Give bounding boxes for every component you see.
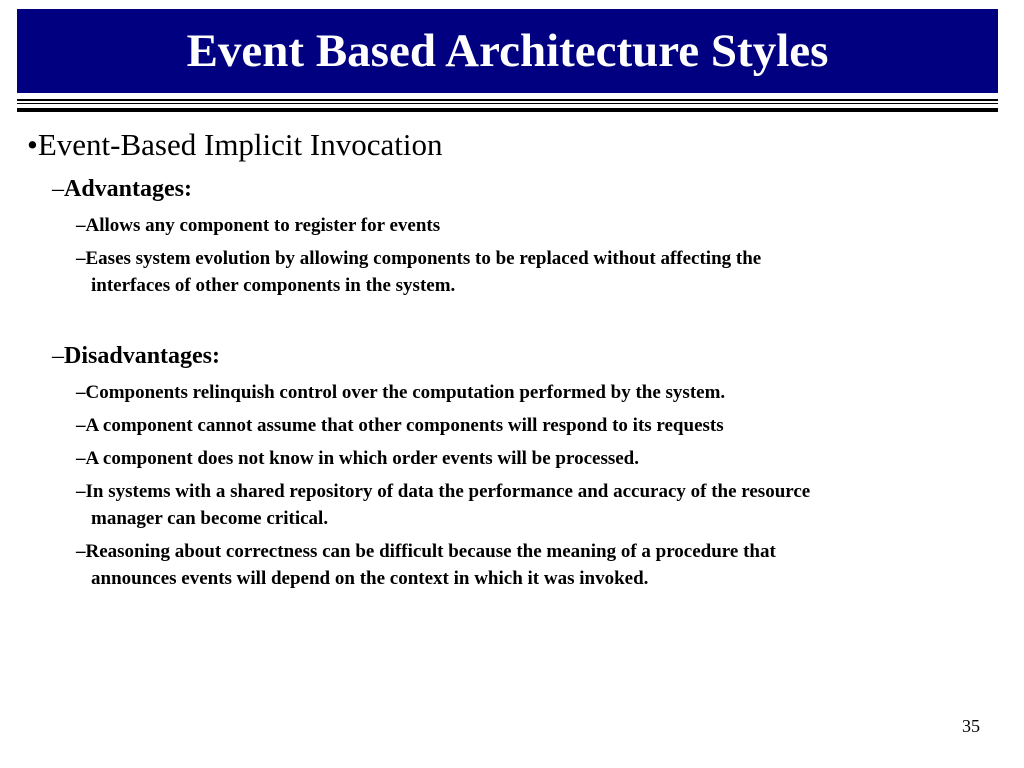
- topic-text: Event-Based Implicit Invocation: [37, 127, 443, 162]
- disadvantage-text: In systems with a shared repository of data the performance and accuracy of the resource: [85, 481, 811, 502]
- dash-icon: –: [76, 382, 86, 403]
- disadvantage-text: A component does not know in which order events will be processed.: [85, 448, 639, 469]
- advantage-text: Eases system evolution by allowing components to be replaced without affecting the: [85, 248, 762, 269]
- disadvantage-text: A component cannot assume that other components will respond to its requests: [85, 415, 724, 436]
- advantage-item: [76, 248, 761, 270]
- disadvantage-text-continued: announces events will depend on the context in which it was invoked.: [91, 568, 649, 589]
- page-number: 35: [962, 716, 980, 736]
- slide-title: Event Based Architecture Styles: [186, 25, 829, 77]
- dash-icon: –: [76, 481, 86, 502]
- dash-icon: –: [76, 541, 86, 562]
- disadvantage-text: Components relinquish control over the computation performed by the system.: [85, 382, 726, 403]
- advantage-item: [76, 215, 440, 237]
- dash-icon: –: [52, 343, 64, 369]
- advantage-text-continued: interfaces of other components in the system.: [91, 275, 456, 296]
- disadvantage-item: [76, 481, 810, 503]
- bullet-icon: •: [27, 127, 38, 162]
- disadvantage-item: [76, 415, 724, 437]
- advantages-heading: Advantages:: [64, 176, 193, 202]
- disadvantage-item: [76, 541, 776, 563]
- disadvantage-text: Reasoning about correctness can be difficult because the meaning of a procedure that: [85, 541, 776, 562]
- disadvantages-heading: Disadvantages:: [64, 343, 221, 369]
- advantage-text: Allows any component to register for events: [85, 215, 441, 236]
- advantages-heading-line: [52, 176, 192, 203]
- disadvantage-text-continued: manager can become critical.: [91, 508, 329, 529]
- disadvantages-heading-line: [52, 343, 220, 370]
- dash-icon: –: [76, 215, 86, 236]
- disadvantage-item: [76, 448, 639, 470]
- topic-line: [27, 127, 442, 163]
- dash-icon: –: [76, 248, 86, 269]
- dash-icon: –: [52, 176, 64, 202]
- dash-icon: –: [76, 415, 86, 436]
- dash-icon: –: [76, 448, 86, 469]
- disadvantage-item: [76, 382, 725, 404]
